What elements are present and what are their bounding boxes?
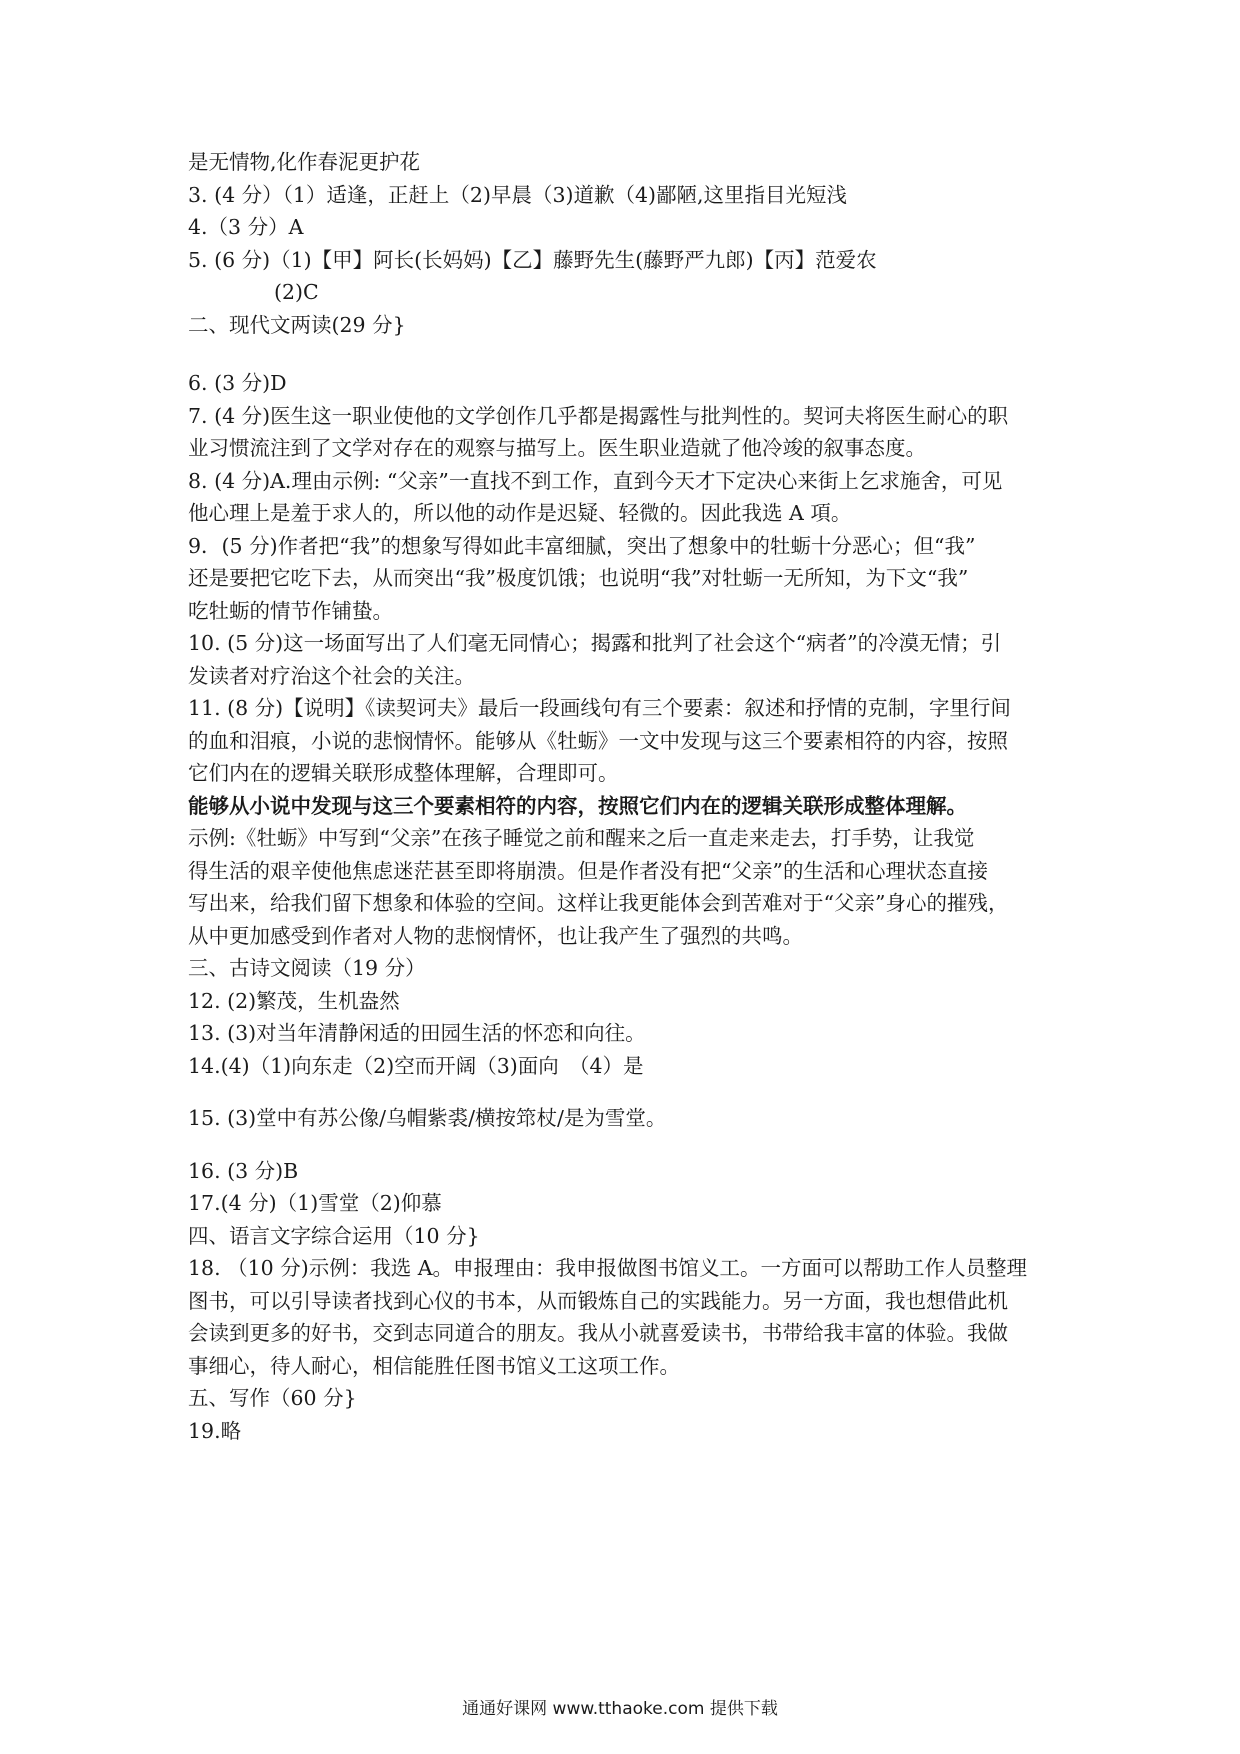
answer-3: 3. (4 分）（1）适逢，正赶上（2)早晨（3)道歉（4)鄙陋,这里指目光短浅	[188, 182, 848, 207]
section-heading-4: 四、语言文字综合运用（10 分}	[188, 1223, 480, 1248]
answer-9-line3: 吃牡蛎的情节作铺蛰。	[188, 598, 393, 623]
answer-5: 5. (6 分)（1)【甲】阿长(长妈妈)【乙】藤野先生(藤野严九郎)【丙】范爱农	[188, 247, 877, 272]
answer-key-body	[188, 146, 1068, 1447]
answer-19: 19.略	[188, 1418, 242, 1443]
answer-18-line3: 会读到更多的好书，交到志同道合的朋友。我从小就喜爱读书，书带给我丰富的体验。我做	[188, 1321, 1008, 1345]
section-heading-5: 五、写作（60 分}	[188, 1386, 357, 1410]
answer-10-line1: 10. (5 分)这一场面写出了人们毫无同情心；揭露和批判了社会这个“病者”的冷漠无情；引	[188, 631, 1002, 655]
section-heading-3: 三、古诗文阅读（19 分）	[188, 956, 426, 980]
answer-11-line3: 它们内在的逻辑关联形成整体理解，合理即可。	[188, 761, 619, 785]
answer-7-line2: 业习惯流注到了文学对存在的观察与描写上。医生职业造就了他冷竣的叙事态度。	[188, 436, 926, 460]
answer-18-line1: 18. （10 分)示例：我选 A。申报理由：我申报做图书馆义工。一方面可以帮助工作人员整理	[188, 1256, 1028, 1280]
answer-13: 13. (3)对当年清静闲适的田园生活的怀恋和向往。	[188, 1021, 646, 1045]
answer-11-example-line4: 从中更加感受到作者对人物的悲悯情怀，也让我产生了强烈的共鸣。	[188, 923, 803, 948]
answer-4: 4.（3 分）A	[188, 215, 304, 239]
answer-11-criteria: 能够从小说中发现与这三个要素相符的内容，按照它们内在的逻辑关联形成整体理解。	[188, 793, 967, 818]
answer-9-line1: 9．(5 分)作者把“我”的想象写得如此丰富细腻，突出了想象中的牡蛎十分恶心；但“我”	[188, 533, 976, 558]
answer-14: 14.(4)（1)向东走（2)空而开阔（3)面向 （4）是	[188, 1053, 644, 1078]
answer-8-line1: 8. (4 分)A.理由示例: “父亲”一直找不到工作，直到今天才下定决心来街上乞求施舍，可见	[188, 468, 1003, 493]
answer-7-line1: 7. (4 分)医生这一职业使他的文学创作几乎都是揭露性与批判性的。契诃夫将医生耐心的职	[188, 403, 1009, 428]
answer-18-line2: 图书，可以引导读者找到心仪的书本，从而锻炼自己的实践能力。另一方面，我也想借此机	[188, 1288, 1008, 1313]
answer-12: 12. (2)繁茂，生机盎然	[188, 988, 400, 1013]
answer-9-line2: 还是要把它吃下去，从而突出“我”极度饥饿；也说明“我”对牡蛎一无所知，为下文“我”	[188, 566, 969, 590]
answer-17: 17.(4 分)（1)雪堂（2)仰慕	[188, 1191, 442, 1215]
answer-8-line2: 他心理上是羞于求人的，所以他的动作是迟疑、轻微的。因此我选 A 項。	[188, 501, 852, 525]
answer-11-example-line2: 得生活的艰辛使他焦虑迷茫甚至即将崩溃。但是作者没有把“父亲”的生活和心理状态直接	[188, 858, 988, 883]
answer-5-sub2: (2)C	[274, 280, 319, 304]
poem-line-end: 是无情物,化作春泥更护花	[188, 150, 421, 174]
answer-10-line2: 发读者对疗治这个社会的关注。	[188, 663, 475, 688]
answer-6: 6. (3 分)D	[188, 371, 287, 395]
download-footer: 通通好课网 www.tthaoke.com 提供下载	[462, 1699, 778, 1719]
answer-16: 16. (3 分)B	[188, 1158, 299, 1183]
answer-11-example-line1: 示例:《牡蛎》中写到“父亲”在孩子睡觉之前和醒来之后一直走来走去，打手势，让我觉	[188, 826, 975, 850]
section-heading-2: 二、现代文两读(29 分}	[188, 312, 406, 337]
answer-18-line4: 事细心，待人耐心，相信能胜任图书馆义工这项工作。	[188, 1353, 680, 1378]
answer-11-line1: 11. (8 分)【说明】《读契诃夫》最后一段画线句有三个要素：叙述和抒情的克制，字里行间	[188, 696, 1011, 720]
answer-11-example-line3: 写出来，给我们留下想象和体验的空间。这样让我更能体会到苦难对于“父亲”身心的摧残，	[188, 891, 1009, 915]
answer-15: 15. (3)堂中有苏公像/乌帽紫裘/横按筇杖/是为雪堂。	[188, 1106, 667, 1130]
answer-11-line2: 的血和泪痕，小说的悲悯情怀。能够从《牡蛎》一文中发现与这三个要素相符的内容，按照	[188, 728, 1008, 753]
